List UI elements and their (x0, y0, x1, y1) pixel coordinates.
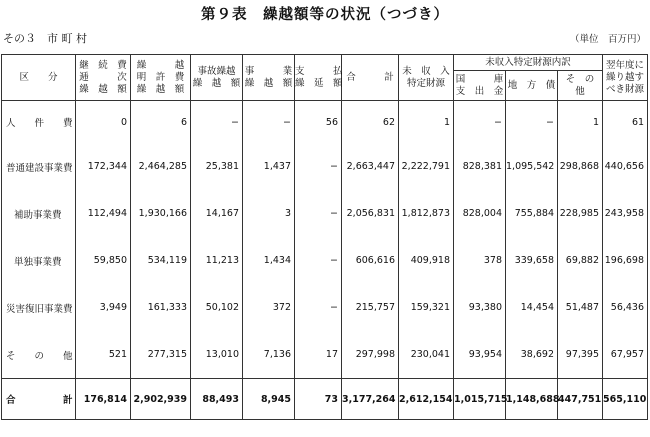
table-cell: 38,692 (506, 331, 558, 379)
table-cell: 1,095,542 (506, 143, 558, 190)
table-row (2, 284, 648, 331)
table-cell: 6 (131, 101, 191, 144)
table-cell: 372 (243, 284, 295, 331)
table-cell: − (454, 101, 506, 144)
table-cell: 56,436 (603, 284, 648, 331)
table-row (2, 143, 648, 190)
table-cell: 440,656 (603, 143, 648, 190)
table-cell: 172,344 (76, 143, 131, 190)
table-cell: 230,041 (399, 331, 454, 379)
table-cell: 11,213 (191, 237, 243, 284)
table-cell: 534,119 (131, 237, 191, 284)
table-cell: 97,395 (558, 331, 603, 379)
table-cell: 243,958 (603, 190, 648, 237)
header-jiko: 事故繰越 繰 越 額 (191, 55, 243, 101)
table-cell: 51,487 (558, 284, 603, 331)
row-label: そ の 他 (2, 331, 76, 379)
table-cell: 73 (295, 379, 342, 420)
table-cell: 339,658 (506, 237, 558, 284)
table-cell: 606,616 (342, 237, 399, 284)
table-cell: 521 (76, 331, 131, 379)
table-cell: 13,010 (191, 331, 243, 379)
table-cell: 3,949 (76, 284, 131, 331)
table-cell: 3 (243, 190, 295, 237)
table-cell: 2,612,154 (399, 379, 454, 420)
table-cell: 2,464,285 (131, 143, 191, 190)
table-row (2, 101, 648, 144)
table-cell: 1,812,873 (399, 190, 454, 237)
row-label: 災害復旧事業費 (2, 284, 76, 331)
row-label: 普通建設事業費 (2, 143, 76, 190)
table-cell: 61 (603, 101, 648, 144)
table-cell: 378 (454, 237, 506, 284)
table-cell: 159,321 (399, 284, 454, 331)
table-cell: 59,850 (76, 237, 131, 284)
header-sonota: そ の 他 (558, 71, 603, 101)
table-cell: 2,663,447 (342, 143, 399, 190)
table-cell: − (295, 143, 342, 190)
row-label: 人 件 費 (2, 101, 76, 144)
table-cell: − (243, 101, 295, 144)
table-cell: 0 (76, 101, 131, 144)
table-cell: 88,493 (191, 379, 243, 420)
table-cell: 176,814 (76, 379, 131, 420)
table-cell: 828,004 (454, 190, 506, 237)
header-jigyo: 事 業 繰 越 額 (243, 55, 295, 101)
header-uchiwake: 未収入特定財源内訳 (454, 55, 603, 71)
table-cell: 228,985 (558, 190, 603, 237)
table-row (2, 190, 648, 237)
table-cell: − (295, 190, 342, 237)
table-cell: 50,102 (191, 284, 243, 331)
table-cell: 69,882 (558, 237, 603, 284)
table-cell: 14,454 (506, 284, 558, 331)
table-cell: 447,751 (558, 379, 603, 420)
table-cell: 56 (295, 101, 342, 144)
table-cell: 277,315 (131, 331, 191, 379)
table-cell: 297,998 (342, 331, 399, 379)
table-row (2, 237, 648, 284)
row-label: 単独事業費 (2, 237, 76, 284)
unit-label: （単位 百万円） (569, 34, 646, 45)
table-cell: 298,868 (558, 143, 603, 190)
table-cell: 1,437 (243, 143, 295, 190)
table-cell: 14,167 (191, 190, 243, 237)
table-cell: 1,148,688 (506, 379, 558, 420)
row-label: 合 計 (2, 379, 76, 420)
table-subtitle: その３ 市 町 村 (3, 32, 87, 45)
table-cell: 2,902,939 (131, 379, 191, 420)
table-cell: 409,918 (399, 237, 454, 284)
table-cell: 1,015,715 (454, 379, 506, 420)
table-cell: 17 (295, 331, 342, 379)
header-gokei: 合 計 (342, 55, 399, 101)
table-cell: 112,494 (76, 190, 131, 237)
page-title: 第９表 繰越額等の状況（つづき） (201, 7, 449, 23)
header-yokunendo: 翌年度に 繰り越す べき財源 (603, 55, 648, 101)
table-cell: 1 (399, 101, 454, 144)
header-keizoku: 継 続 費 逓 次 繰 越 額 (76, 55, 131, 101)
table-cell: 3,177,264 (342, 379, 399, 420)
table-cell: 565,110 (603, 379, 648, 420)
header-meikyo: 繰 越 明 許 費 繰 越 額 (131, 55, 191, 101)
table-cell: 25,381 (191, 143, 243, 190)
table-cell: − (506, 101, 558, 144)
table-cell: 1,930,166 (131, 190, 191, 237)
table-row (2, 331, 648, 379)
table-cell: 62 (342, 101, 399, 144)
table-cell: 93,954 (454, 331, 506, 379)
header-kokko: 国 庫 支 出 金 (454, 71, 506, 101)
total-row (2, 379, 648, 420)
table-cell: − (295, 284, 342, 331)
table-cell: 161,333 (131, 284, 191, 331)
table-cell: 7,136 (243, 331, 295, 379)
table-cell: 196,698 (603, 237, 648, 284)
row-label: 補助事業費 (2, 190, 76, 237)
table-cell: 215,757 (342, 284, 399, 331)
header-chihosai: 地 方 債 (506, 71, 558, 101)
table-cell: 1 (558, 101, 603, 144)
table-cell: − (295, 237, 342, 284)
header-mishunyu: 未 収 入 特定財源 (399, 55, 454, 101)
table-cell: 93,380 (454, 284, 506, 331)
table-cell: 828,381 (454, 143, 506, 190)
table-cell: 67,957 (603, 331, 648, 379)
table-cell: 1,434 (243, 237, 295, 284)
carryover-table (1, 54, 648, 420)
header-kubun: 区 分 (2, 55, 76, 101)
table-cell: 8,945 (243, 379, 295, 420)
table-cell: 755,884 (506, 190, 558, 237)
header-shiharai: 支 払 繰 延 額 (295, 55, 342, 101)
table-cell: 2,222,791 (399, 143, 454, 190)
table-cell: − (191, 101, 243, 144)
table-cell: 2,056,831 (342, 190, 399, 237)
